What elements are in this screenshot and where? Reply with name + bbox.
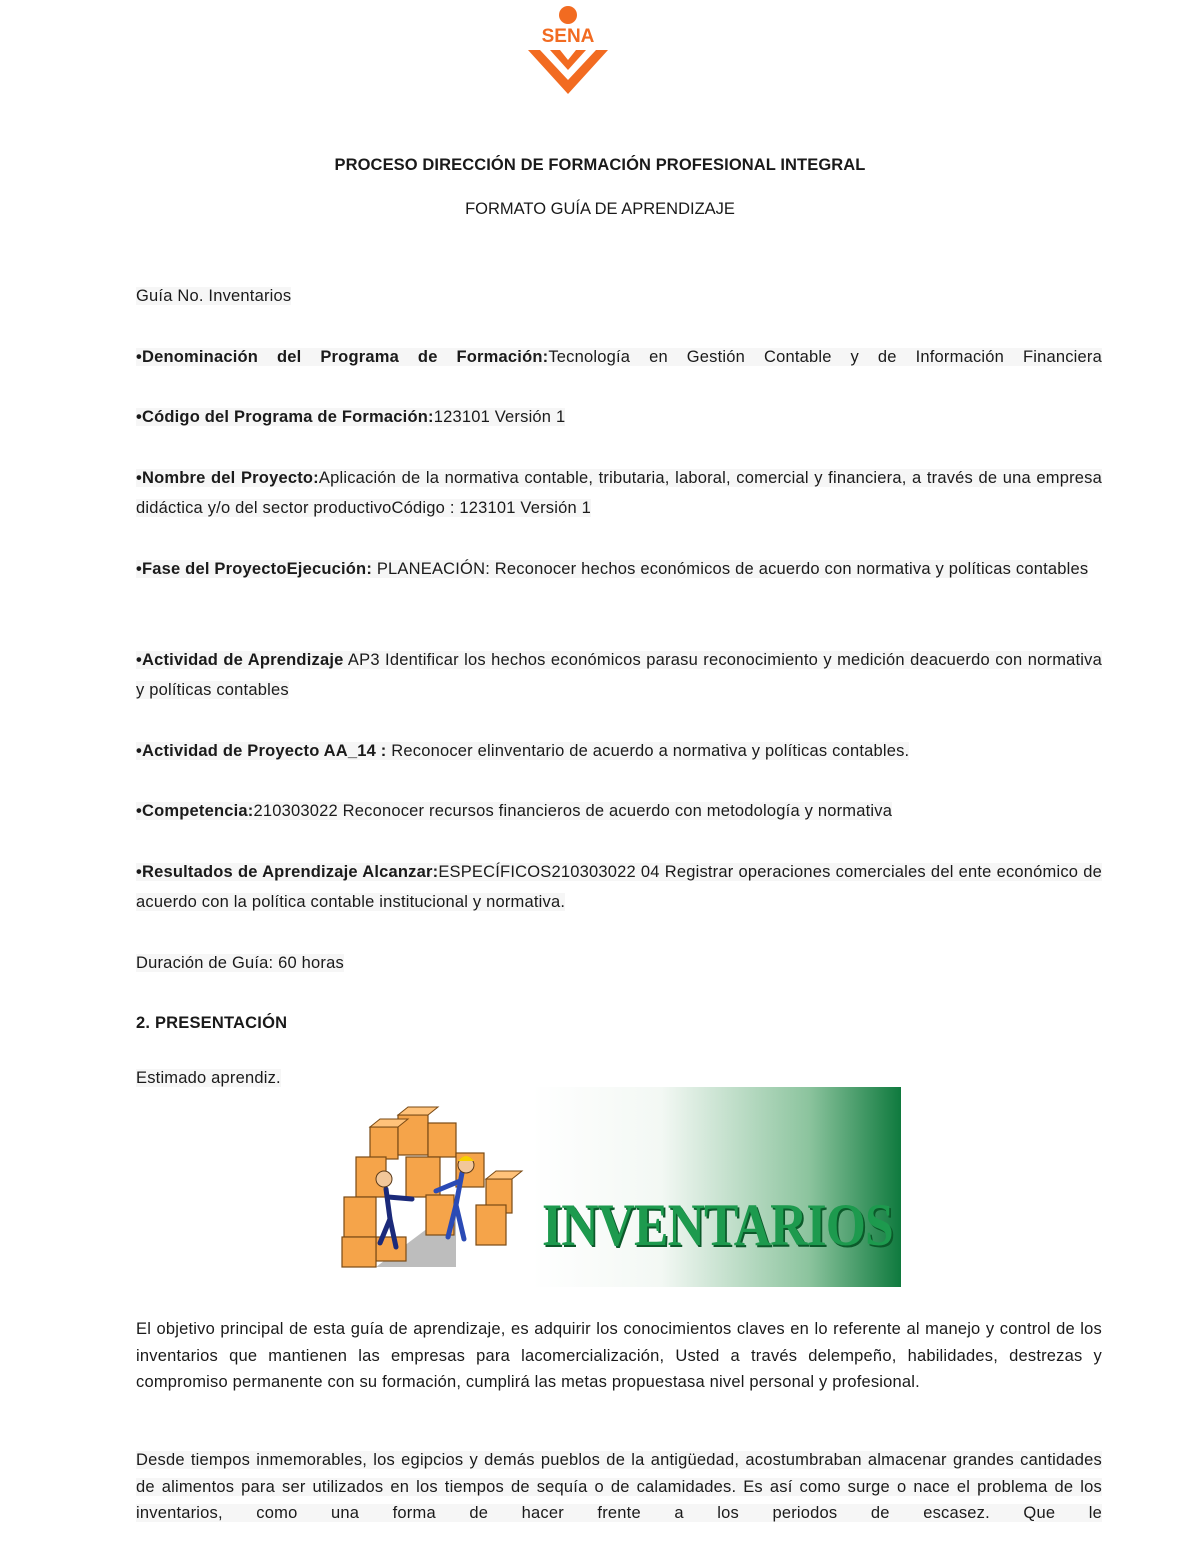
field-denominacion: •Denominación del Programa de Formación:Tecnología en Gestión Contable y de Información Financiera [136,348,1102,366]
field-actividad-proyecto: •Actividad de Proyecto AA_14 : Reconocer elinventario de acuerdo a normativa y políticas contables. [136,742,910,760]
guide-number: Guía No. Inventarios [136,287,292,305]
field-nombre-proyecto: •Nombre del Proyecto:Aplicación de la normativa contable, tributaria, laboral, comercial y financiera, a través de una empresa didáctica y/o del sector productivoCódigo : 123101 Versión 1 [136,469,1102,517]
warehouse-boxes-illustration [336,1087,532,1287]
field-actividad-aprendizaje: •Actividad de Aprendizaje AP3 Identificar los hechos económicos parasu reconocimiento y medición deacuerdo con normativa y políticas contables [136,651,1102,699]
guide-duration: Duración de Guía: 60 horas [136,954,344,972]
field-fase: •Fase del ProyectoEjecución: PLANEACIÓN: Reconocer hechos económicos de acuerdo con normativa y políticas contables [136,560,1089,578]
presentation-paragraph-2: Desde tiempos inmemorables, los egipcios y demás pueblos de la antigüedad, acostumbraban almacenar grandes cantidades de alimentos para ser utilizados en los tiempos de sequía o de calamidades. Es así como surge o nace el problema de los inventarios, como una forma de hacer frente a los periodos de escasez. Que le [136,1451,1102,1522]
inventarios-banner-image [336,1087,901,1287]
greeting: Estimado aprendiz. [136,1069,281,1087]
svg-text:SENA: SENA [541,26,595,47]
format-subtitle: FORMATO GUÍA DE APRENDIZAJE [465,200,735,218]
sena-logo [520,4,616,96]
field-competencia: •Competencia:210303022 Reconocer recursos financieros de acuerdo con metodología y normativa [136,802,893,820]
process-title: PROCESO DIRECCIÓN DE FORMACIÓN PROFESIONAL INTEGRAL [334,156,866,174]
field-codigo: •Código del Programa de Formación:123101 Versión 1 [136,408,566,426]
presentation-paragraph-1: El objetivo principal de esta guía de aprendizaje, es adquirir los conocimientos claves en lo referente al manejo y control de los inventarios que mantienen las empresas para lacomercialización, Usted a través delempeño, habilidades, destrezas y compromiso permanente con su formación, cumplirá las metas propuestasa nivel personal y profesional. [136,1320,1102,1391]
field-resultados: •Resultados de Aprendizaje Alcanzar:ESPECÍFICOS210303022 04 Registrar operaciones comerciales del ente económico de acuerdo con la política contable institucional y normativa. [136,863,1102,911]
inventarios-banner-word: INVENTARIOS [542,1192,893,1258]
section-presentacion-title: 2. PRESENTACIÓN [136,1014,288,1032]
